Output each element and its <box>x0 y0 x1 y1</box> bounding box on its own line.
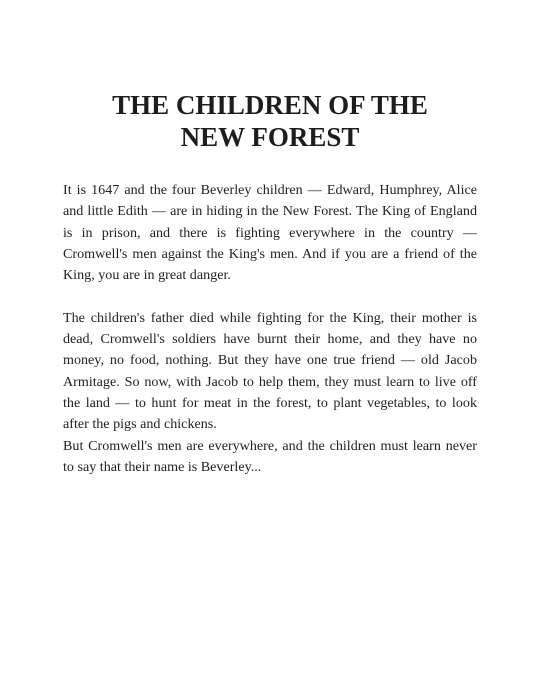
title-line-2: NEW FOREST <box>180 122 360 152</box>
body-text <box>63 180 477 478</box>
page-title <box>63 89 477 153</box>
paragraph-cromwell: But Cromwell's men are everywhere, and the children must learn never to say that their name is Beverley... <box>63 437 477 475</box>
title-line-1: THE CHILDREN OF THE <box>112 90 428 120</box>
paragraph-intro: It is 1647 and the four Beverley children — Edward, Humphrey, Alice and little Edith — are in hiding in the New Forest. The King of England is in prison, and there is fighting everywhere in the country — Cromwell's men against the King's men. And if you are a friend of the King, you are in great danger. <box>63 182 477 284</box>
paragraph-father: The children's father died while fighting for the King, their mother is dead, Cromwell's soldiers have burnt their home, and they have no money, no food, nothing. But they have one true friend — old Jacob Armitage. So now, with Jacob to help them, they must learn to live off the land — to hunt for meat in the forest, to plant vegetables, to look after the pigs and chickens. <box>63 309 477 433</box>
